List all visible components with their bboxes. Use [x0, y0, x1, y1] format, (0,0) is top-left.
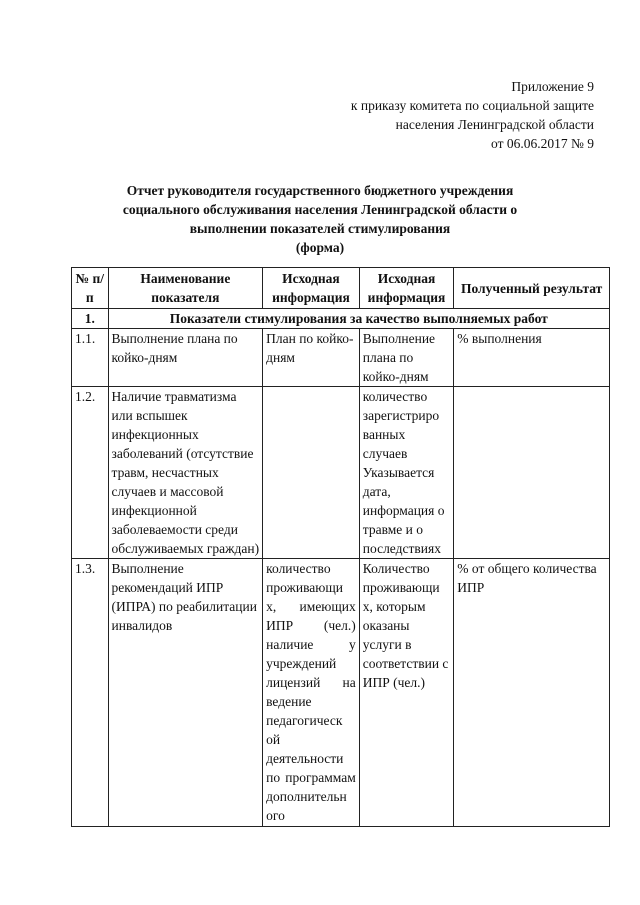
row-num: 1.2.	[72, 387, 109, 559]
row-result: % от общего количества ИПР	[454, 559, 610, 827]
title-line: социального обслуживания населения Ленинградской области о	[122, 202, 518, 217]
appendix-line: Приложение 9	[511, 79, 594, 94]
header-num: № п/п	[72, 268, 109, 309]
row-source-1: количество проживающи х, имеющих ИПР (чел.) наличие у учреждений лицензий на ведение педагогическ ой деятельности по программам дополнительн ого	[263, 559, 360, 827]
appendix-line: к приказу комитета по социальной защите	[350, 98, 594, 113]
appendix-line: от 06.06.2017 № 9	[491, 136, 594, 151]
header-source-1: Исходная информация	[263, 268, 360, 309]
title-line: Отчет руководителя государственного бюджетного учреждения	[126, 183, 514, 198]
row-name: Выполнение плана по койко-дням	[108, 329, 263, 387]
table-row	[72, 387, 610, 559]
row-source-2: Количество проживающи х, которым оказаны услуги в соответствии с ИПР (чел.)	[359, 559, 453, 827]
section-row	[72, 309, 610, 329]
row-source-1	[263, 387, 360, 559]
appendix-line: населения Ленинградской области	[395, 117, 594, 132]
row-source-2: количество зарегистриро ванных случаев Указывается дата, информация о травме и о последствиях	[359, 387, 453, 559]
row-name: Выполнение рекомендаций ИПР (ИПРА) по реабилитации инвалидов	[108, 559, 263, 827]
row-source-2: Выполнение плана по койко-дням	[359, 329, 453, 387]
row-name: Наличие травматизма или вспышек инфекционных заболеваний (отсутствие травм, несчастных случаев и массовой инфекционной заболеваемости среди обслуживаемых граждан)	[108, 387, 263, 559]
row-result	[454, 387, 610, 559]
header-source-2: Исходная информация	[359, 268, 453, 309]
appendix-note	[351, 77, 594, 153]
title-line: (форма)	[295, 240, 345, 255]
indicators-table	[71, 267, 610, 827]
row-source-1: План по койко-дням	[263, 329, 360, 387]
table-header-row	[72, 268, 610, 309]
section-title: Показатели стимулирования за качество выполняемых работ	[108, 309, 610, 329]
header-name: Наименование показателя	[108, 268, 263, 309]
row-num: 1.3.	[72, 559, 109, 827]
table-row	[72, 559, 610, 827]
row-result: % выполнения	[454, 329, 610, 387]
document-title	[70, 181, 570, 257]
row-num: 1.1.	[72, 329, 109, 387]
table-row	[72, 329, 610, 387]
title-line: выполнении показателей стимулирования	[189, 221, 451, 236]
header-result: Полученный результат	[454, 268, 610, 309]
section-num: 1.	[72, 309, 109, 329]
